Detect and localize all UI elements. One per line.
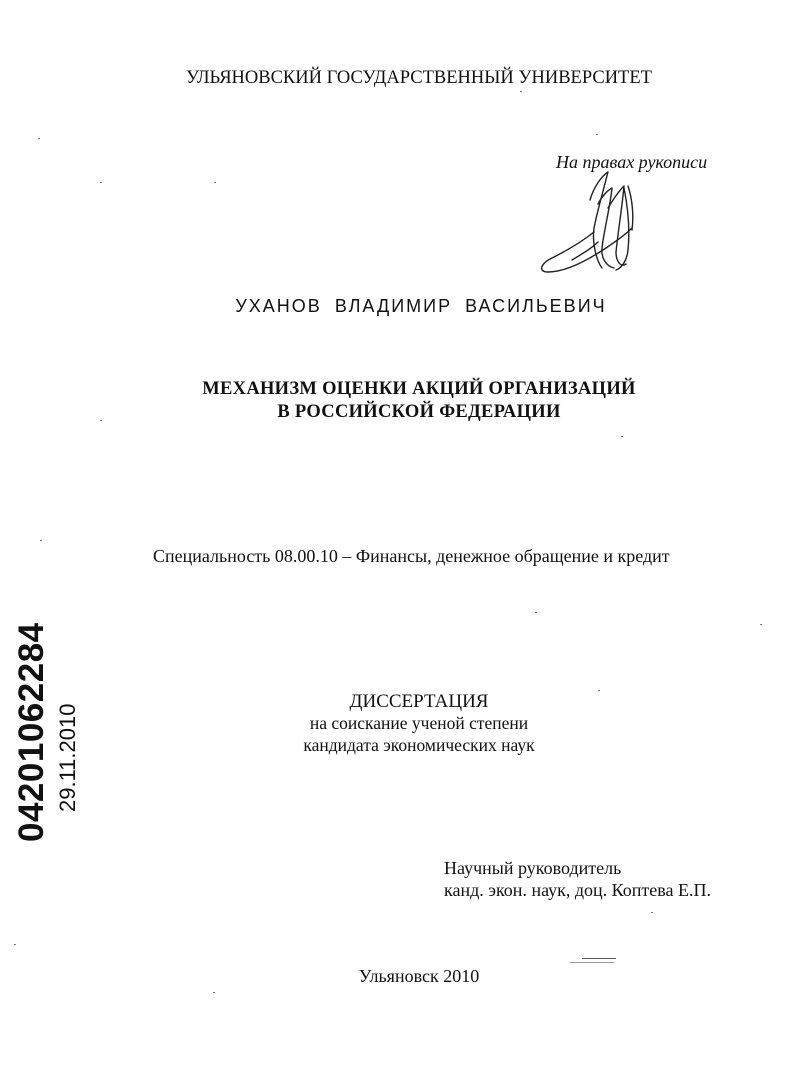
scan-speck	[214, 182, 216, 183]
dissertation-heading: ДИССЕРТАЦИЯ	[349, 691, 489, 712]
scan-speck	[760, 624, 762, 625]
scan-speck	[100, 420, 102, 421]
scan-speck	[38, 138, 40, 139]
adviser-name: канд. экон. наук, доц. Коптева Е.П.	[444, 880, 712, 900]
scan-speck	[14, 944, 16, 945]
dissertation-title-line-1: МЕХАНИЗМ ОЦЕНКИ АКЦИЙ ОРГАНИЗАЦИЙ	[202, 379, 636, 399]
scan-speck	[520, 91, 522, 92]
library-stamp-date: 29.11.2010	[55, 703, 80, 812]
scan-speck	[598, 690, 600, 691]
degree-line-2: кандидата экономических наук	[303, 735, 535, 755]
scan-speck	[596, 134, 598, 135]
dissertation-title-line-2: В РОССИЙСКОЙ ФЕДЕРАЦИИ	[277, 402, 561, 422]
handwritten-signature-icon	[532, 168, 652, 288]
scan-mark	[582, 958, 616, 959]
scan-speck	[100, 182, 102, 183]
adviser-label: Научный руководитель	[444, 858, 622, 878]
library-stamp-number: 04201062284	[12, 622, 51, 842]
scan-speck	[651, 912, 653, 913]
scan-speck	[213, 992, 215, 993]
university-name: УЛЬЯНОВСКИЙ ГОСУДАРСТВЕННЫЙ УНИВЕРСИТЕТ	[186, 68, 652, 88]
scan-speck	[535, 612, 537, 613]
rights-note: На правах рукописи	[556, 152, 708, 172]
city-year: Ульяновск 2010	[358, 966, 480, 986]
scan-mark	[570, 962, 614, 963]
specialty-line: Специальность 08.00.10 – Финансы, денежное обращение и кредит	[153, 546, 670, 566]
scan-speck	[621, 436, 623, 437]
scan-speck	[40, 540, 42, 541]
degree-line-1: на соискание ученой степени	[309, 713, 529, 733]
author-name: УХАНОВ ВЛАДИМИР ВАСИЛЬЕВИЧ	[235, 296, 607, 316]
